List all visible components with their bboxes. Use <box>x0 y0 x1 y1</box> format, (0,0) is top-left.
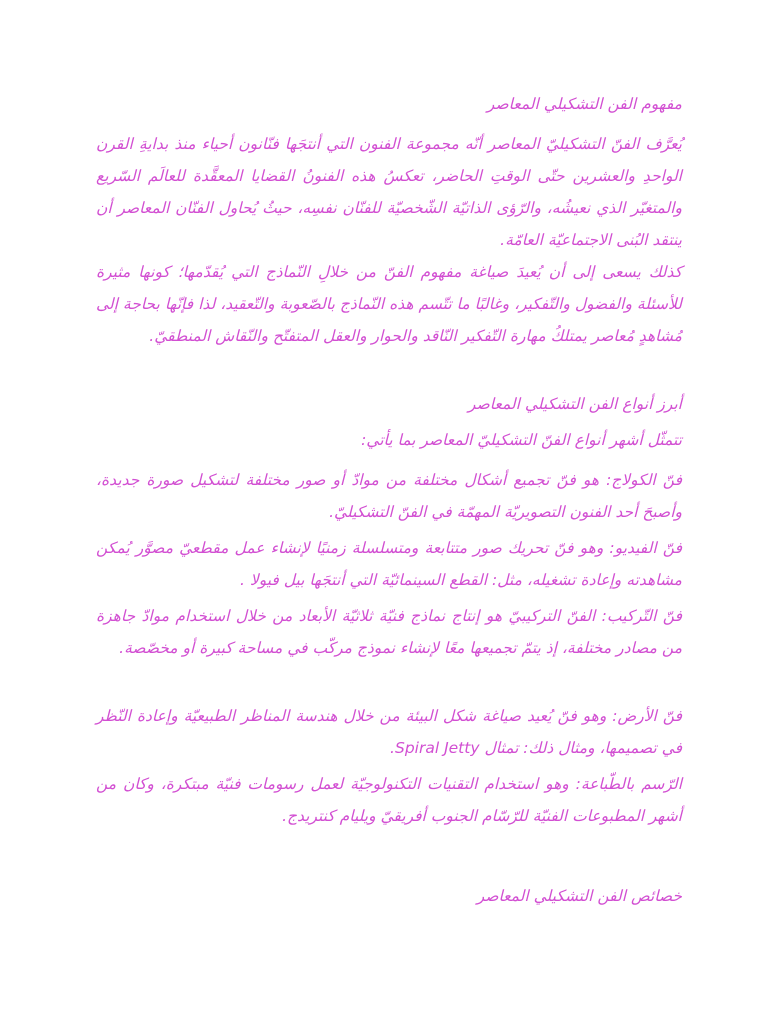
heading-concept: مفهوم الفن التشكيلي المعاصر <box>486 95 682 113</box>
heading-characteristics: خصائص الفن التشكيلي المعاصر <box>476 887 682 905</box>
paragraph-printmaking: الرّسم بالطّباعة: وهو استخدام التقنيات التكنولوجيّة لعمل رسومات فنيّة مبتكرة، وكان من أشهر المطبوعات الفنيّة للرّسّام الجنوب أفريقيّ ويليام كنتريدج. <box>96 775 682 825</box>
heading-types: أبرز أنواع الفن التشكيلي المعاصر <box>468 395 682 413</box>
paragraph-collage: فنّ الكولاج: هو فنّ تجميع أشكال مختلفة من موادّ أو صور مختلفة لتشكيل صورة جديدة، وأصبحَ أحد الفنون التصويريّة المهمّة في الفنّ التشكيليّ. <box>96 471 682 521</box>
paragraph-reformulation: كذلك يسعى إلى أن يُعيدَ صياغة مفهوم الفنّ من خلالِ النّماذج التي يُقدّمها؛ كونها مثيرة للأسئلة والفضول والتّفكير، وغالبًا ما تتّسم هذه النّماذج بالصّعوبة والتّعقيد، لذا فإنّها بحاجة إلى مُشاهدٍ مُعاصر يمتلكُ مهارة التّفكير النّاقد والحوار والعقل المتفتّح والنّقاش المنطقيّ. <box>96 263 682 345</box>
paragraph-video-art: فنّ الفيديو: وهو فنّ تحريك صور متتابعة ومتسلسلة زمنيًا لإنشاء عمل مقطعيّ مصوَّر يُمكن مشاهدته وإعادة تشغيله، مثل: القطع السينمائيّة التي أنتجَها بيل فيولا . <box>96 539 682 589</box>
paragraph-land-art: فنّ الأرض: وهو فنّ يُعيد صياغة شكل البيئة من خلال هندسة المناظر الطبيعيّة وإعادة النّظر في تصميمها، ومثال ذلك: تمثال Spiral Jetty. <box>96 707 682 757</box>
paragraph-installation-art: فنّ التّركيب: الفنّ التركيبيّ هو إنتاج نماذج فنيّة ثلاثيّة الأبعاد من خلال استخدام موادّ جاهزة من مصادر مختلفة، إذ يتمّ تجميعها معًا لإنشاء نموذج مركّب في مساحة كبيرة أو مخصّصة. <box>96 607 682 657</box>
paragraph-definition: يُعرَّف الفنّ التشكيليّ المعاصر أنّه مجموعة الفنون التي أنتجَها فنّانون أحياء منذ بدايةِ القرن الواحدِ والعشرين حتّى الوقتِ الحاضر، تعكسُ هذه الفنونُ القضايا المعقَّدة للعالَم السّريع والمتغيّر الذي نعيشُه، والرّؤى الذاتيّة الشّخصيّة للفنّان نفسِه، حيثُ يُحاول الفنّان المعاصر أن ينتقد البُنى الاجتماعيّة العامّة. <box>96 135 682 249</box>
paragraph-types-intro: تتمثّل أشهر أنواع الفنّ التشكيليّ المعاصر بما يأتي: <box>361 431 682 449</box>
